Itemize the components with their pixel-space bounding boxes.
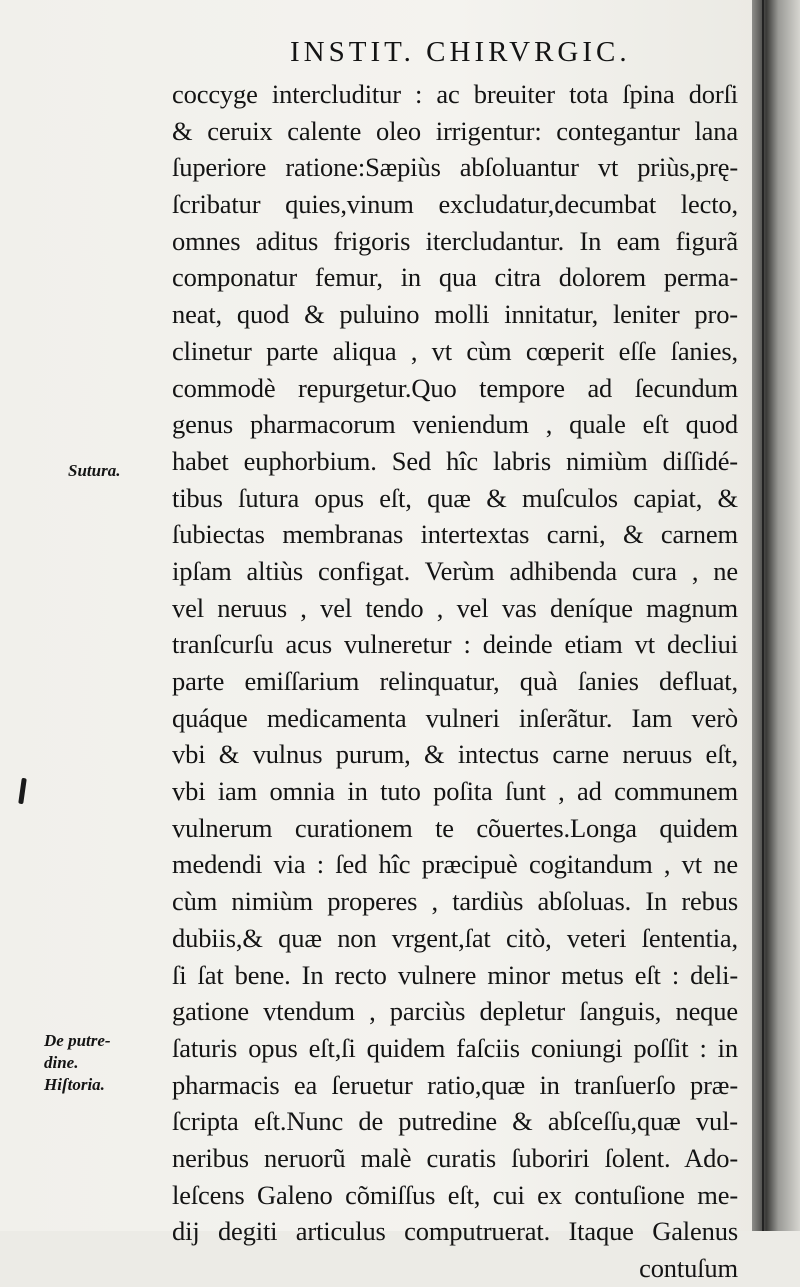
- text-line: pharmacis ea ſeruetur ratio,quæ in tranſuerſo præ-: [172, 1069, 738, 1100]
- text-line: ſuperiore ratione:Sæpiùs abſoluantur vt priùs,prę-: [172, 152, 738, 183]
- text-line: tibus ſutura opus eſt, quæ & muſculos capiat, &: [172, 482, 738, 513]
- text-line: ſcribatur quies,vinum excludatur,decumbat lecto,: [172, 189, 738, 220]
- text-line: componatur femur, in qua citra dolorem perma-: [172, 262, 738, 293]
- catchword: contuſum: [639, 1253, 738, 1283]
- text-line: genus pharmacorum veniendum , quale eſt quod: [172, 409, 738, 440]
- text-line: gatione vtendum , parciùs depletur ſanguis, neque: [172, 996, 738, 1027]
- text-line: habet euphorbium. Sed hîc labris nimiùm diſſidé-: [172, 445, 738, 476]
- margin-note-text: Sutura.: [68, 461, 121, 480]
- ink-mark: [18, 778, 27, 804]
- running-header: INSTIT. CHIRVRGIC.: [290, 36, 631, 68]
- text-line: ſi ſat bene. In recto vulnere minor metus eſt : deli-: [172, 959, 738, 990]
- text-line: neribus neruorũ malè curatis ſuboriri ſolent. Ado-: [172, 1142, 738, 1173]
- text-line: omnes aditus frigoris itercludantur. In eam figurã: [172, 225, 738, 256]
- text-line: ipſam altiùs configat. Verùm adhibenda cura , ne: [172, 555, 738, 586]
- text-line: ſaturis opus eſt,ſi quidem faſciis coniungi poſſit : in: [172, 1032, 738, 1063]
- gutter-line: [762, 0, 764, 1231]
- margin-note-putredine: [44, 1030, 111, 1096]
- text-line: clinetur parte aliqua , vt cùm cœperit eſſe ſanies,: [172, 335, 738, 366]
- text-line: commodè repurgetur.Quo tempore ad ſecundum: [172, 372, 738, 403]
- page-edge-shadow: [752, 0, 800, 1231]
- text-line: vulnerum curationem te cõuertes.Longa quidem: [172, 812, 738, 843]
- text-line: vbi iam omnia in tuto poſita ſunt , ad communem: [172, 776, 738, 807]
- text-line: neat, quod & puluino molli innitatur, leniter pro-: [172, 299, 738, 330]
- text-line: ſubiectas membranas intertextas carni, & carnem: [172, 519, 738, 550]
- text-line: medendi via : ſed hîc præcipuè cogitandum , vt ne: [172, 849, 738, 880]
- text-line: ſcripta eſt.Nunc de putredine & abſceſſu,quæ vul-: [172, 1106, 738, 1137]
- text-line: vbi & vulnus purum, & intectus carne neruus eſt,: [172, 739, 738, 770]
- text-line: leſcens Galeno cõmiſſus eſt, cui ex contuſione me-: [172, 1179, 738, 1210]
- margin-note-line: De putre-: [44, 1031, 111, 1050]
- body-text: [172, 76, 738, 1287]
- margin-note-line: dine.: [44, 1053, 79, 1072]
- text-line: coccyge intercluditur : ac breuiter tota ſpina dorſi: [172, 79, 738, 109]
- text-line: quáque medicamenta vulneri inſerãtur. Iam verò: [172, 702, 738, 733]
- text-line: & ceruix calente oleo irrigentur: contegantur lana: [172, 115, 738, 146]
- text-line: vel neruus , vel tendo , vel vas deníque magnum: [172, 592, 738, 623]
- margin-note-line: Hiſtoria.: [44, 1075, 105, 1094]
- text-line: dij degiti articulus computruerat. Itaque Galenus: [172, 1216, 738, 1247]
- margin-note-sutura: [68, 460, 120, 482]
- text-line: parte emiſſarium relinquatur, quà ſanies defluat,: [172, 666, 738, 696]
- text-line: tranſcurſu acus vulneretur : deinde etiam vt decliui: [172, 629, 738, 660]
- text-line: cùm nimiùm properes , tardiùs abſoluas. In rebus: [172, 886, 738, 917]
- text-line: dubiis,& quæ non vrgent,ſat citò, veteri ſententia,: [172, 922, 738, 953]
